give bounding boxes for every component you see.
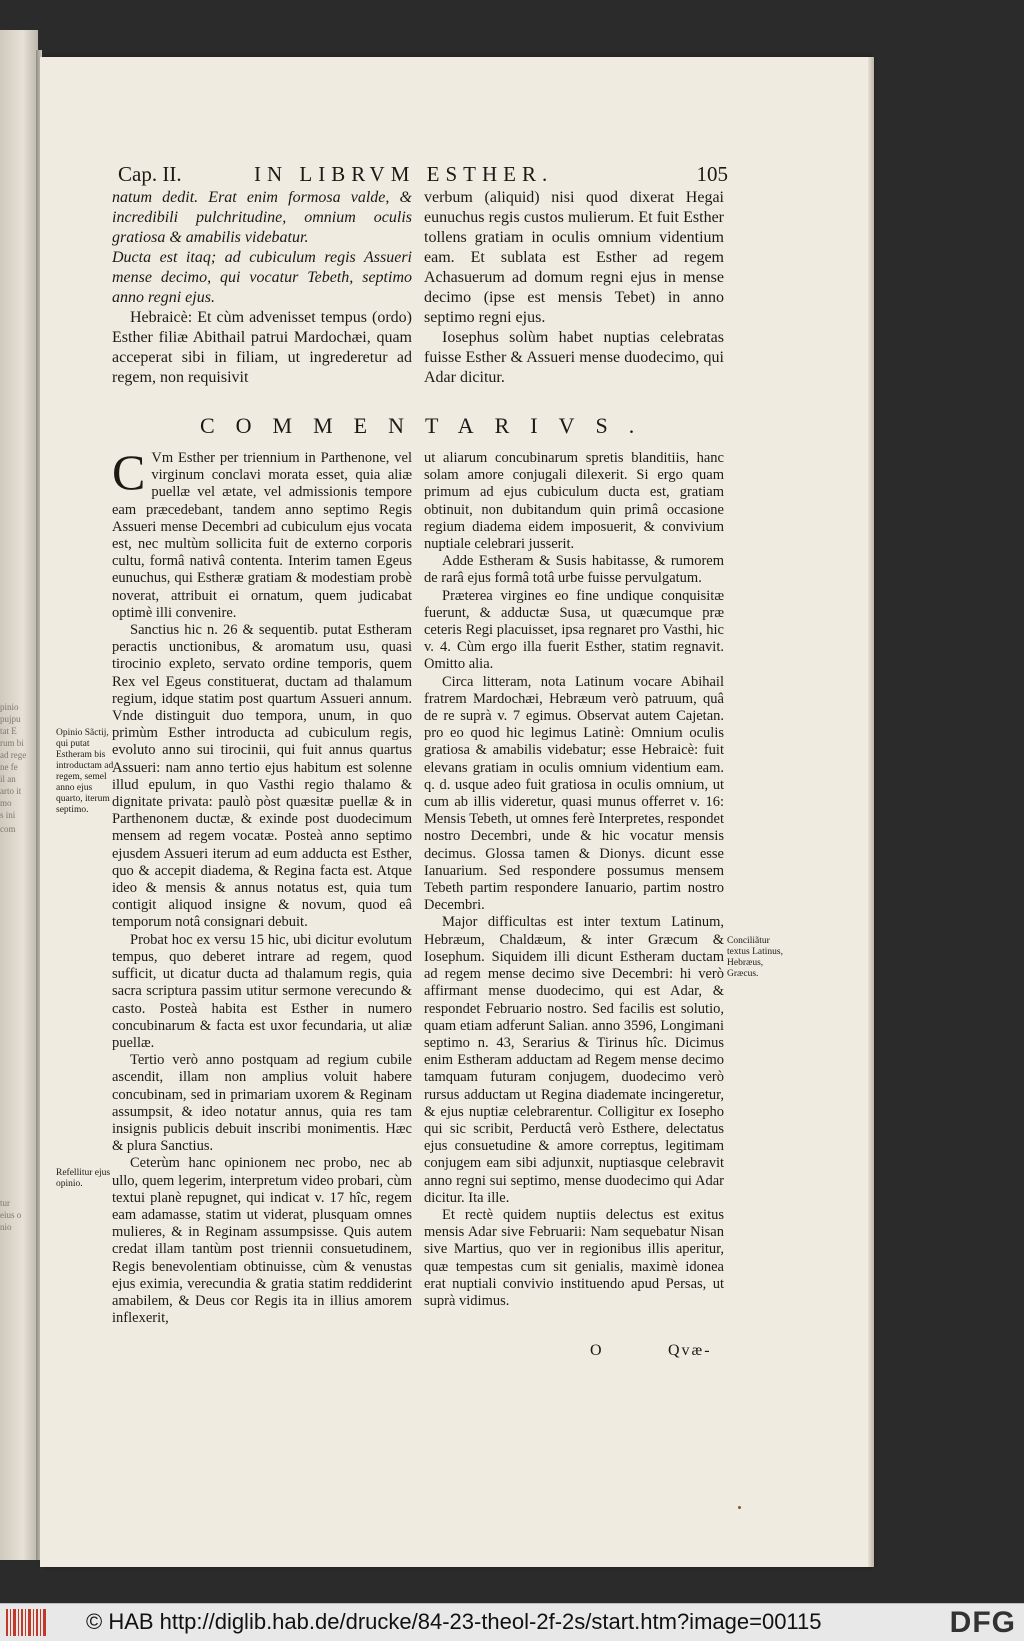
paper-speck bbox=[738, 1506, 741, 1509]
page-number: 105 bbox=[696, 162, 728, 186]
margin-fragment: tur bbox=[0, 1198, 10, 1208]
commentary-heading: COMMENTARIVS. bbox=[200, 413, 656, 438]
drop-cap: C bbox=[112, 444, 146, 500]
commentary-paragraph: Præterea virgines eo fine undique conquisitæ fuerunt, & adductæ Susa, ut quæcumque præ ceteris Regi placuisset, ipsa regnaret pro Vasthi, hic v. 4. Cùm ergo illa fuerit Esther, statim regnavit. Omitto alia. bbox=[424, 587, 724, 673]
page-edge-shadow bbox=[868, 57, 874, 1567]
scripture-column-left bbox=[112, 188, 412, 388]
margin-fragment: pinio bbox=[0, 702, 19, 712]
margin-fragment: ad rege bbox=[0, 750, 27, 760]
commentary-paragraph: Circa litteram, nota Latinum vocare Abihail fratrem Mardochæi, Hebræum verò patruum, quâ de re suprà v. 7 egimus. Observat autem Cajetan. pro eo quod hic legimus Latinè: Omnium oculis gratiosa & amabilis videbatur; esse Hebraicè: fuit elevans gratiam in oculis omnium videntium eam. q. d. usque adeo fuit gratiosa in oculis omnium, ut cum ab illis videretur, quasi munus offerret v. 16: Mensis Tebeth, ut omnes ferè Interpretes, respondet nostro Decembri, unde & hic vocatur mensis decimus. Glossa tamen & Dionys. dicunt esse Ianuarium. Sed respondere possumus mensem Tebeth partim respondere Ianuario, partim nostro Decembri. bbox=[424, 673, 724, 914]
margin-note: Conciliãtur textus Latinus, Hebræus, Græcus. bbox=[727, 936, 783, 979]
margin-fragment: com bbox=[0, 824, 16, 834]
scripture-column-right bbox=[424, 188, 724, 388]
adjacent-page-edge bbox=[0, 30, 38, 1560]
commentary-column-left bbox=[112, 444, 412, 1327]
margin-note: Refellitur ejus opinio. bbox=[56, 1168, 111, 1189]
commentary-paragraph: Probat hoc ex versu 15 hic, ubi dicitur evolutum tempus, quo deberet intrare ad regem, quod sufficit, ut dicatur ducta ad thalamum regis, quia sacra scriptura passim utitur sermone verecundo & casto. Posteà habita est Esther in numero concubinarum & facta est uxor fecundaria, ut aliæ puellæ. bbox=[112, 931, 412, 1051]
chapter-label: Cap. II. bbox=[118, 162, 182, 186]
dfg-logo: DFG bbox=[949, 1606, 1016, 1639]
margin-fragment: arto it bbox=[0, 786, 22, 796]
signature-mark: O bbox=[590, 1342, 602, 1359]
margin-fragment: eius o bbox=[0, 1210, 22, 1220]
josephus-note: Iosephus solùm habet nuptias celebratas fuisse Esther & Assueri mense duodecimo, qui Adar dicitur. bbox=[424, 329, 724, 386]
commentary-column-right bbox=[424, 450, 724, 1310]
barcode-icon bbox=[6, 1609, 48, 1636]
margin-fragment: il an bbox=[0, 774, 16, 784]
margin-note: Opinio Sãctij, qui putat Estheram bis introductam ad regem, semel anno ejus quarto, iterum septimo. bbox=[56, 728, 114, 815]
catchword: Qvæ- bbox=[668, 1342, 712, 1359]
commentary-paragraph: ut aliarum concubinarum spretis blanditiis, hanc solam amore conjugali dilexerit. Si ergo quam primum ad ejus cubiculum ducta est, gratiam obtinuit, non dubitandum quin primâ occasione regium diadema eidem imposuerit, & convivium nuptiale celebrari jusserit. bbox=[424, 450, 724, 553]
commentary-paragraph: Adde Estheram & Susis habitasse, & rumorem de rarâ ejus formâ totâ urbe fuisse pervulgatum. bbox=[424, 553, 724, 587]
hebrew-rendering: Hebraicè: Et cùm advenisset tempus (ordo) Esther filiæ Abithail patrui Mardochæi, quam acceperat sibi in filiam, ut ingrederetur ad regem, non requisivit bbox=[112, 309, 412, 386]
hebrew-rendering-cont: verbum (aliquid) nisi quod dixerat Hegai eunuchus regis custos mulierum. Et fuit Esther tollens gratiam in oculis omnium videntium eam. Et sublata est Esther ad regem Achasuerum ad domum regni ejus in mense decimo (ipse est mensis Tebet) in anno septimo regni ejus. bbox=[424, 189, 724, 326]
source-url[interactable]: © HAB http://diglib.hab.de/drucke/84-23-theol-2f-2s/start.htm?image=00115 bbox=[86, 1609, 822, 1634]
commentary-paragraph: Et rectè quidem nuptiis delectus est exitus mensis Adar sive Februarii: Nam sequebatur Nisan sive Martius, quo ver in regionibus illis aperitur, quæ tempestas cum sit genialis, maximè idonea erat nuptiali convivio instituendo apud Persas, ut suprà vidimus. bbox=[424, 1206, 724, 1309]
running-header bbox=[118, 162, 728, 188]
margin-fragment: mo bbox=[0, 798, 12, 808]
book-title: IN LIBRVM ESTHER. bbox=[254, 162, 554, 186]
verse-text: Ducta est itaq; ad cubiculum regis Assueri mense decimo, qui vocatur Tebeth, septimo anno regni ejus. bbox=[112, 249, 412, 306]
viewer-footer bbox=[0, 1603, 1024, 1641]
margin-fragment: tat E bbox=[0, 726, 17, 736]
margin-fragment: rum bi bbox=[0, 738, 24, 748]
commentary-paragraph: Ceterùm hanc opinionem nec probo, nec ab ullo, quem legerim, interpretum video probari, cùm textui planè repugnet, qui indicat v. 17 hîc, regem eam adamasse, statim ut viderat, plusquam omnes mulieres, & in Reginam assumpsisse. Quis autem credat illam tantùm post triennii consuetudinem, Regis benevolentiam obtinuisse, cùm & venustas ejus eximia, verecundia & gratia statim reddiderint amabilem, & Deus cor Regis ita in illius amorem inflexerit, bbox=[112, 1155, 412, 1327]
margin-fragment: pujpu bbox=[0, 714, 21, 724]
margin-fragment: nio bbox=[0, 1222, 12, 1232]
commentary-paragraph: C Vm Esther per triennium in Parthenone, vel virginum conclavi morata esset, quia aliæ puellæ vel ætate, vel admissionis tempore eam præcedebant, tandem anno septimo Regis Assueri mense Decembri ad cubiculum ejus vocata est, nec multùm sollicita fuit de externo corporis cultu, formâ nativâ contenta. Interim tamen Egeus eunuchus, qui Estheræ gratiam & modestiam probè noverat, attribuit ei ornatum, quem judicabat optimè illi convenire. bbox=[112, 444, 412, 621]
commentary-paragraph: Major difficultas est inter textum Latinum, Hebræum, Chaldæum, & inter Græcum & Iosephum. Siquidem illi dicunt Estheram ductam ad regem mense decimo sive Decembri: hi verò affirmant mense duodecimo, qui est Adar, & respondet Februario nostro. Sed facilis est solutio, quam etiam adferunt Salian. anno 3596, Longimani septimo n. 43, Serarius & Tirinus hîc. Dicimus enim Estheram adductam ad Regem mense decimo tamquam futuram conjugem, duodecimo verò rursus adductam ut Regina diademate incingeretur, & ejus nuptiæ celebrarentur. Colligitur ex Iosepho qui sic scribit, Perductâ verò Esthere, delectatus ejus consuetudine & amore correptus, legitimam conjugem eam sibi adjunxit, nuptiasque celebravit anno regni sui septimo, mense duodecimo qui Adar dicitur. Ita ille. bbox=[424, 914, 724, 1206]
margin-fragment: s ini bbox=[0, 810, 16, 820]
commentary-paragraph: Tertio verò anno postquam ad regium cubile ascendit, illam non amplius voluit habere concubinam, sed in primariam uxorem & Reginam assumpsit, & ideo notatur annus, quia res tam insignis publicis debuit inscribi monimentis. Hæc & plura Sanctius. bbox=[112, 1052, 412, 1155]
verse-text: natum dedit. Erat enim formosa valde, & incredibili pulchritudine, omnium oculis gratiosa & amabilis videbatur. bbox=[112, 189, 412, 246]
margin-fragment: ne fe bbox=[0, 762, 18, 772]
commentary-paragraph: Sanctius hic n. 26 & sequentib. putat Estheram peractis unctionibus, & aromatum usu, quasi tirocinio expleto, servato ordine temporis, quem Rex vel Egeus constituerat, ductam ad thalamum regium, idque statim post quartum Assueri annum. Vnde distinguit duo tempora, unum, in quo primùm Esther introducta ad cubiculum regis, evoluto anno sui tirocinii, qui fuit annus quartus Assueri: nam anno tertio ejus habitum est solenne illud epulum, in quo Vasthi regio thalamo & dignitate privata: paulò pòst quæsitæ puellæ & in Parthenonem ductæ, & exinde post duodecimum mensem ad regem vocatæ. Posteà anno septimo ejusdem Assueri iterum ad eum adducta est Esther, quo & accepit diadema, & Regina facta est. Atque ideo & mensis & annus notatus est, quia tum contigit aliquod insigne & novum, quod eâ temporum notâ consignari debuit. bbox=[112, 622, 412, 931]
